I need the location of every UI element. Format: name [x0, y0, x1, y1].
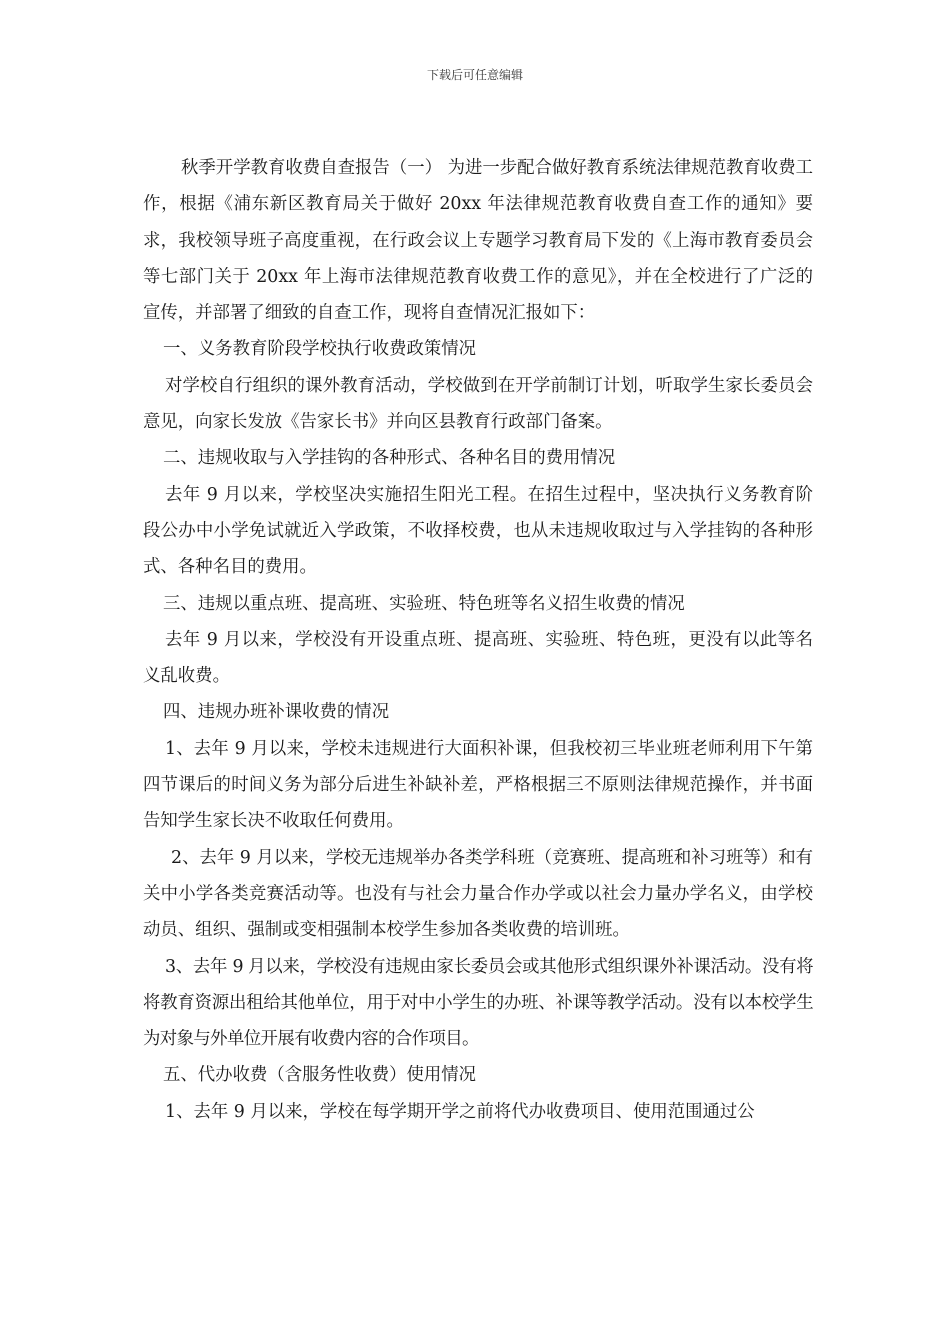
section-2-paragraph: 去年 9 月以来，学校坚决实施招生阳光工程。在招生过程中，坚决执行义务教育阶段公办中小学免试就近入学政策，不收择校费，也从未违规收取过与入学挂钩的各种形式、各种名目的费用。	[143, 484, 813, 578]
section-4-item-1: 1、去年 9 月以来，学校未违规进行大面积补课，但我校初三毕业班老师利用下午第四节课后的时间义务为部分后进生补缺补差，严格根据三不原则法律规范操作，并书面告知学生家长决不收取任何费用。	[143, 738, 813, 832]
section-1-paragraph: 对学校自行组织的课外教育活动，学校做到在开学前制订计划，听取学生家长委员会意见，向家长发放《告家长书》并向区县教育行政部门备案。	[143, 375, 813, 433]
section-3-paragraph: 去年 9 月以来，学校没有开设重点班、提高班、实验班、特色班，更没有以此等名义乱收费。	[143, 629, 813, 687]
section-heading-1: 一、义务教育阶段学校执行收费政策情况	[163, 339, 477, 360]
section-heading-5: 五、代办收费（含服务性收费）使用情况	[163, 1065, 477, 1086]
intro-paragraph: 秋季开学教育收费自查报告（一） 为进一步配合做好教育系统法律规范教育收费工作，根据《浦东新区教育局关于做好 20xx 年法律规范教育收费自查工作的通知》要求，我校领导班子高度重视，在行政会议上专题学习教育局下发的《上海市教育委员会等七部门关于 20xx 年上海市法律规范教育收费工作的意见》，并在全校进行了广泛的宣传，并部署了细致的自查工作，现将自查情况汇报如下：	[143, 158, 813, 324]
section-heading-2: 二、违规收取与入学挂钩的各种形式、各种名目的费用情况	[163, 448, 616, 469]
section-5-item-1: 1、去年 9 月以来，学校在每学期开学之前将代办收费项目、使用范围通过公	[165, 1101, 755, 1122]
section-4-item-2: 2、去年 9 月以来，学校无违规举办各类学科班（竞赛班、提高班和补习班等）和有关中小学各类竞赛活动等。也没有与社会力量合作办学或以社会力量办学名义，由学校动员、组织、强制或变相强制本校学生参加各类收费的培训班。	[143, 847, 813, 941]
page-header-note: 下载后可任意编辑	[426, 68, 523, 82]
section-heading-4: 四、违规办班补课收费的情况	[163, 702, 390, 723]
section-heading-3: 三、违规以重点班、提高班、实验班、特色班等名义招生收费的情况	[163, 593, 685, 614]
section-4-item-3: 3、去年 9 月以来，学校没有违规由家长委员会或其他形式组织课外补课活动。没有将将教育资源出租给其他单位，用于对中小学生的办班、补课等教学活动。没有以本校学生为对象与外单位开展有收费内容的合作项目。	[143, 956, 813, 1050]
document-body	[143, 150, 813, 1130]
